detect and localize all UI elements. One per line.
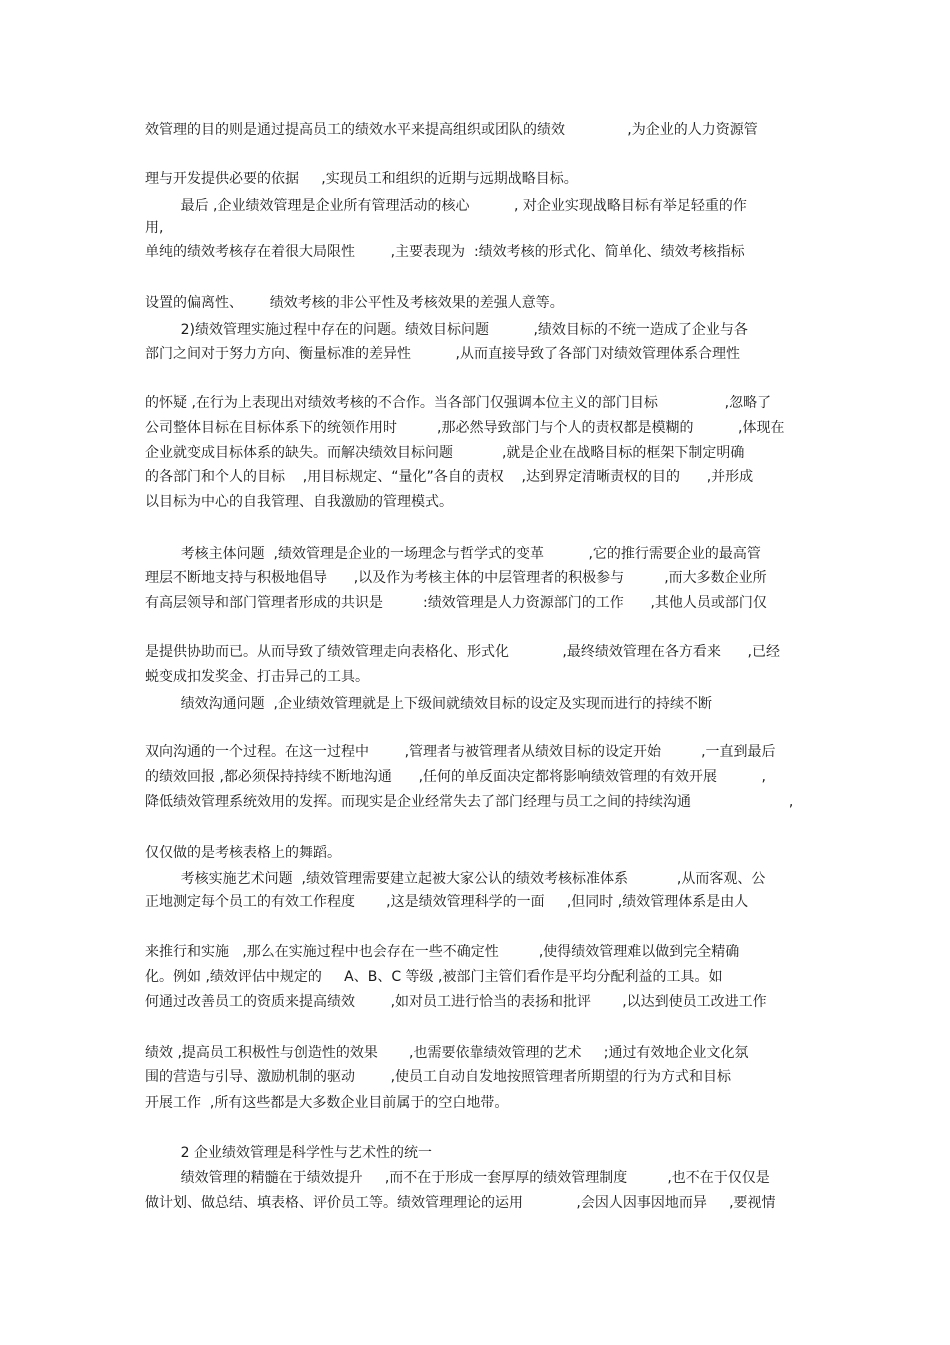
text-line: 开展工作 ,所有这些都是大多数企业目前属于的空白地带。 [145, 1095, 509, 1111]
text-line: 绩效管理的精髓在于绩效提升 ,而不在于形成一套厚厚的绩效管理制度 ,也不在于仅仅是 [145, 1170, 770, 1186]
text-line: 最后 ,企业绩效管理是企业所有管理活动的核心 , 对企业实现战略目标有举足轻重的作 [145, 198, 747, 214]
text-line: 理层不断地支持与积极地倡导 ,以及作为考核主体的中层管理者的积极参与 ,而大多数企业所 [145, 570, 767, 586]
text-line: 考核主体问题 ,绩效管理是企业的一场理念与哲学式的变革 ,它的推行需要企业的最高管 [145, 546, 761, 562]
text-line: 部门之间对于努力方向、衡量标准的差异性 ,从而直接导致了各部门对绩效管理体系合理性 [145, 346, 740, 362]
text-line: 考核实施艺术问题 ,绩效管理需要建立起被大家公认的绩效考核标准体系 ,从而客观、公 [145, 871, 766, 887]
text-line: 以目标为中心的自我管理、自我激励的管理模式。 [145, 494, 453, 510]
text-line: 有高层领导和部门管理者形成的共识是 :绩效管理是人力资源部门的工作 ,其他人员或部门仅 [145, 595, 767, 611]
text-line: 单纯的绩效考核存在着很大局限性 ,主要表现为 :绩效考核的形式化、简单化、绩效考核指标 [145, 244, 745, 260]
text-line: 蜕变成扣发奖金、打击异己的工具。 [145, 669, 369, 685]
text-line: 2)绩效管理实施过程中存在的问题。绩效目标问题 ,绩效目标的不统一造成了企业与各 [145, 322, 748, 338]
text-line: 做计划、做总结、填表格、评价员工等。绩效管理理论的运用 ,会因人因事因地而异 ,要视情 [145, 1195, 776, 1211]
text-line: 设置的偏离性、 绩效考核的非公平性及考核效果的差强人意等。 [145, 295, 564, 311]
text-line: 仅仅做的是考核表格上的舞蹈。 [145, 845, 341, 861]
text-line: 绩效沟通问题 ,企业绩效管理就是上下级间就绩效目标的设定及实现而进行的持续不断 [145, 696, 712, 712]
text-line: 企业就变成目标体系的缺失。而解决绩效目标问题 ,就是企业在战略目标的框架下制定明确 [145, 445, 745, 461]
text-line: 双向沟通的一个过程。在这一过程中 ,管理者与被管理者从绩效目标的设定开始 ,一直到最后 [145, 744, 776, 760]
text-line: 降低绩效管理系统效用的发挥。而现实是企业经常失去了部门经理与员工之间的持续沟通 , [145, 794, 794, 810]
text-line: 理与开发提供必要的依据 ,实现员工和组织的近期与远期战略目标。 [145, 171, 578, 187]
text-line: 绩效 ,提高员工积极性与创造性的效果 ,也需要依靠绩效管理的艺术 ;通过有效地企业文化氛 [145, 1045, 749, 1061]
text-line: 公司整体目标在目标体系下的统领作用时 ,那必然导致部门与个人的责权都是模糊的 ,体现在 [145, 420, 785, 436]
text-line: 的绩效回报 ,都必须保持持续不断地沟通 ,任何的单反面决定都将影响绩效管理的有效开展 , [145, 769, 767, 785]
text-line: 何通过改善员工的资质来提高绩效 ,如对员工进行恰当的表扬和批评 ,以达到使员工改进工作 [145, 994, 767, 1010]
section-heading: 2 企业绩效管理是科学性与艺术性的统一 [145, 1145, 432, 1161]
text-line: 围的营造与引导、激励机制的驱动 ,使员工自动自发地按照管理者所期望的行为方式和目标 [145, 1069, 732, 1085]
text-line: 化。例如 ,绩效评估中规定的 A、B、C 等级 ,被部门主管们看作是平均分配利益的工具。如 [145, 969, 723, 985]
text-line: 效管理的目的则是通过提高员工的绩效水平来提高组织或团队的绩效 ,为企业的人力资源管 [145, 122, 758, 138]
text-line: 的怀疑 ,在行为上表现出对绩效考核的不合作。当各部门仅强调本位主义的部门目标 ,忽略了 [145, 395, 772, 411]
text-line: 来推行和实施 ,那么在实施过程中也会存在一些不确定性 ,使得绩效管理难以做到完全精确 [145, 944, 740, 960]
text-line: 正地测定每个员工的有效工作程度 ,这是绩效管理科学的一面 ,但同时 ,绩效管理体系是由人 [145, 894, 749, 910]
text-line: 的各部门和个人的目标 ,用目标规定、“量化”各自的责权 ,达到界定清晰责权的目的 ,并形成 [145, 469, 754, 485]
text-line: 是提供协助而已。从而导致了绩效管理走向表格化、形式化 ,最终绩效管理在各方看来 ,已经 [145, 644, 781, 660]
text-line: 用, [145, 220, 164, 236]
